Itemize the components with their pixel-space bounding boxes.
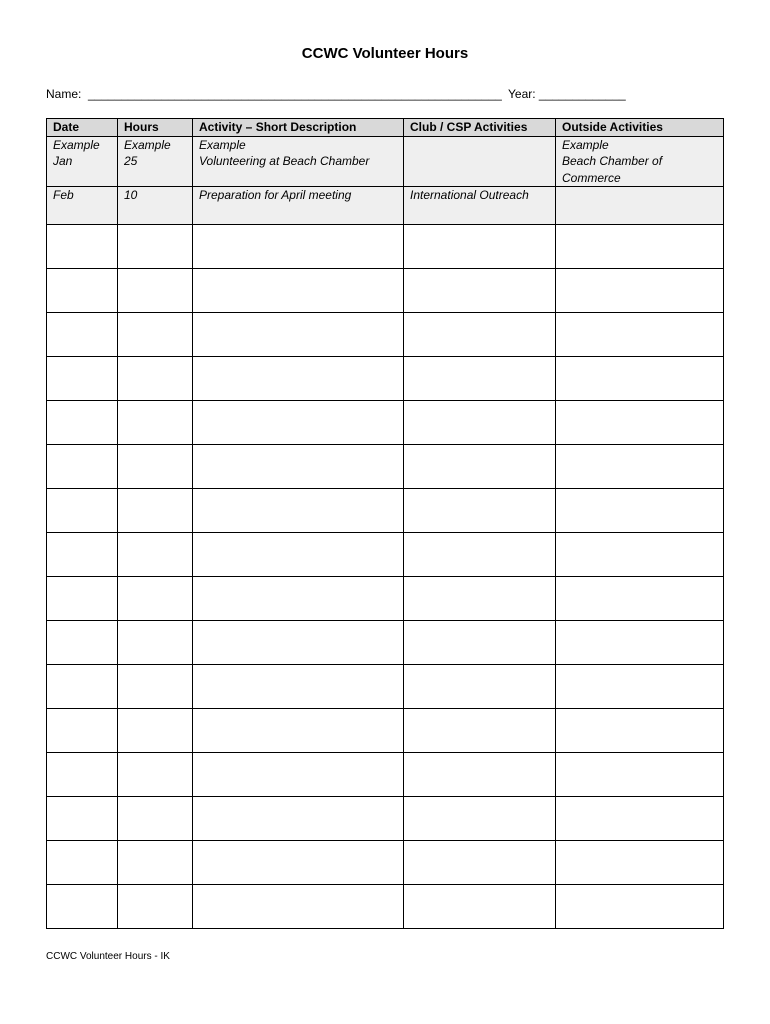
table-row (47, 533, 724, 577)
table-row (47, 885, 724, 929)
activity-cell[interactable] (193, 533, 404, 577)
date-cell[interactable] (47, 753, 118, 797)
outside-cell[interactable] (556, 313, 724, 357)
outside-cell[interactable] (556, 709, 724, 753)
club-cell[interactable] (404, 401, 556, 445)
activity-cell[interactable] (193, 753, 404, 797)
page-title: CCWC Volunteer Hours (301, 45, 469, 62)
outside-cell[interactable] (556, 489, 724, 533)
club-cell[interactable] (404, 577, 556, 621)
club-cell[interactable] (404, 665, 556, 709)
date-cell[interactable] (47, 313, 118, 357)
activity-cell[interactable] (193, 621, 404, 665)
table-row (47, 665, 724, 709)
column-header-outside: Outside Activities (556, 119, 724, 137)
cell-line: Example (562, 137, 609, 152)
date-cell[interactable] (47, 885, 118, 929)
hours-cell[interactable] (118, 533, 193, 577)
date-cell[interactable] (47, 269, 118, 313)
activity-cell[interactable] (193, 269, 404, 313)
table-row (47, 621, 724, 665)
outside-cell[interactable] (556, 357, 724, 401)
club-cell (404, 187, 556, 225)
hours-cell[interactable] (118, 885, 193, 929)
table-row (47, 445, 724, 489)
cell-line: Jan (53, 154, 73, 168)
column-header-date: Date (47, 119, 118, 137)
hours-cell[interactable] (118, 357, 193, 401)
date-cell[interactable] (47, 841, 118, 885)
hours-cell[interactable] (118, 489, 193, 533)
activity-cell[interactable] (193, 313, 404, 357)
hours-cell[interactable] (118, 445, 193, 489)
date-cell[interactable] (47, 797, 118, 841)
hours-cell[interactable] (118, 709, 193, 753)
activity-cell[interactable] (193, 797, 404, 841)
hours-cell[interactable] (118, 797, 193, 841)
date-cell (47, 187, 118, 225)
hours-cell[interactable] (118, 269, 193, 313)
club-cell[interactable] (404, 269, 556, 313)
cell-line: Example (53, 137, 100, 152)
outside-cell[interactable] (556, 753, 724, 797)
cell-line: International Outreach (410, 188, 529, 202)
date-cell[interactable] (47, 489, 118, 533)
table-row (47, 577, 724, 621)
club-cell[interactable] (404, 313, 556, 357)
outside-cell[interactable] (556, 577, 724, 621)
cell-line: 25 (124, 154, 138, 168)
hours-cell (118, 187, 193, 225)
hours-cell[interactable] (118, 665, 193, 709)
outside-cell[interactable] (556, 401, 724, 445)
table-row (47, 841, 724, 885)
activity-cell[interactable] (193, 489, 404, 533)
outside-cell[interactable] (556, 841, 724, 885)
club-cell[interactable] (404, 753, 556, 797)
club-cell[interactable] (404, 841, 556, 885)
hours-cell[interactable] (118, 841, 193, 885)
activity-cell[interactable] (193, 885, 404, 929)
club-cell[interactable] (404, 885, 556, 929)
outside-cell[interactable] (556, 665, 724, 709)
club-cell (404, 136, 556, 187)
hours-cell[interactable] (118, 753, 193, 797)
hours-cell[interactable] (118, 621, 193, 665)
cell-line: Feb (53, 188, 74, 202)
outside-cell (556, 136, 724, 187)
outside-cell[interactable] (556, 269, 724, 313)
outside-cell[interactable] (556, 445, 724, 489)
activity-cell[interactable] (193, 665, 404, 709)
outside-cell[interactable] (556, 225, 724, 269)
club-cell[interactable] (404, 621, 556, 665)
cell-line: Commerce (562, 170, 621, 185)
table-row (47, 225, 724, 269)
club-cell[interactable] (404, 797, 556, 841)
cell-line: Preparation for April meeting (199, 188, 352, 202)
table-row (47, 269, 724, 313)
hours-cell[interactable] (118, 225, 193, 269)
date-cell[interactable] (47, 401, 118, 445)
table-row (47, 489, 724, 533)
hours-cell (118, 136, 193, 187)
volunteer-hours-table (46, 118, 724, 929)
activity-cell[interactable] (193, 401, 404, 445)
date-cell (47, 136, 118, 187)
year-field[interactable]: Year: _____________ (508, 87, 626, 101)
date-cell[interactable] (47, 357, 118, 401)
hours-cell[interactable] (118, 577, 193, 621)
cell-line: Beach Chamber of (562, 154, 663, 168)
club-cell[interactable] (404, 445, 556, 489)
outside-cell (556, 187, 724, 225)
table-row (47, 357, 724, 401)
table-row (47, 709, 724, 753)
activity-cell[interactable] (193, 577, 404, 621)
activity-cell (193, 187, 404, 225)
date-cell[interactable] (47, 665, 118, 709)
cell-line: Volunteering at Beach Chamber (199, 154, 370, 168)
example-row (47, 136, 724, 187)
example-row (47, 187, 724, 225)
table-row (47, 797, 724, 841)
activity-cell (193, 136, 404, 187)
activity-cell[interactable] (193, 357, 404, 401)
date-cell[interactable] (47, 445, 118, 489)
table-row (47, 753, 724, 797)
club-cell[interactable] (404, 533, 556, 577)
column-header-hours: Hours (118, 119, 193, 137)
table-row (47, 401, 724, 445)
table-header-row (47, 119, 724, 137)
column-header-activity: Activity – Short Description (193, 119, 404, 137)
date-cell[interactable] (47, 533, 118, 577)
activity-cell[interactable] (193, 709, 404, 753)
club-cell[interactable] (404, 489, 556, 533)
date-cell[interactable] (47, 225, 118, 269)
date-cell[interactable] (47, 577, 118, 621)
table-row (47, 313, 724, 357)
date-cell[interactable] (47, 621, 118, 665)
club-cell[interactable] (404, 357, 556, 401)
club-cell[interactable] (404, 225, 556, 269)
club-cell[interactable] (404, 709, 556, 753)
hours-cell[interactable] (118, 313, 193, 357)
outside-cell[interactable] (556, 797, 724, 841)
activity-cell[interactable] (193, 225, 404, 269)
name-field[interactable]: Name: ______________________________________________________________ (46, 87, 502, 101)
cell-line: Example (199, 137, 246, 152)
cell-line: 10 (124, 188, 138, 202)
column-header-club: Club / CSP Activities (404, 119, 556, 137)
outside-cell[interactable] (556, 621, 724, 665)
activity-cell[interactable] (193, 841, 404, 885)
activity-cell[interactable] (193, 445, 404, 489)
hours-cell[interactable] (118, 401, 193, 445)
outside-cell[interactable] (556, 885, 724, 929)
page-footer: CCWC Volunteer Hours - IK (46, 951, 170, 962)
outside-cell[interactable] (556, 533, 724, 577)
date-cell[interactable] (47, 709, 118, 753)
cell-line: Example (124, 137, 171, 152)
